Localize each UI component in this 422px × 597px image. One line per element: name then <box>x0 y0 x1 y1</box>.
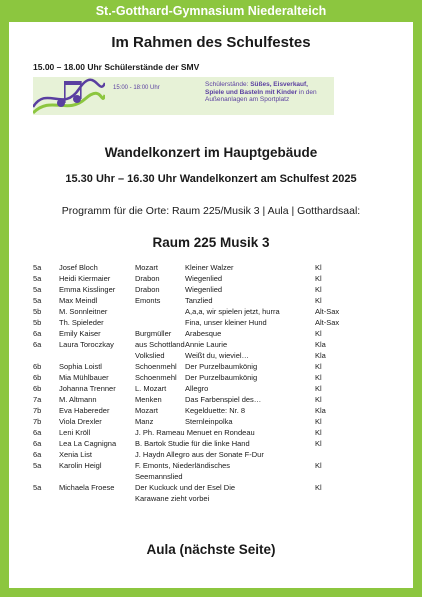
row-piece: Sternleinpolka <box>185 417 233 426</box>
row-class: 6b <box>33 362 42 371</box>
row-instrument: Kl <box>315 417 322 426</box>
row-performer: Viola Drexler <box>59 417 102 426</box>
row-performer: Karolin Heigl <box>59 461 102 470</box>
row-performer: Xenia List <box>59 450 92 459</box>
table-row <box>33 284 413 295</box>
row-class: 6b <box>33 373 42 382</box>
row-class: 6a <box>33 428 42 437</box>
row-composer: Schoenmehl <box>135 373 177 382</box>
row-composer: Drabon <box>135 285 160 294</box>
row-piece: Weißt du, wieviel… <box>185 351 250 360</box>
concert-time: 15.30 Uhr – 16.30 Uhr Wandelkonzert am Schulfest 2025 <box>65 173 357 185</box>
smv-time-line: 15.00 – 18.00 Uhr Schülerstände der SMV <box>33 62 200 72</box>
row-class: 5a <box>33 296 42 305</box>
row-instrument: Kl <box>315 439 322 448</box>
row-composer: B. Bartok Studie für die linke Hand <box>135 439 250 448</box>
table-row <box>33 339 413 350</box>
row-composer: aus Schottland <box>135 340 185 349</box>
row-composer: J. Haydn Allegro aus der Sonate F-Dur <box>135 450 264 459</box>
table-row <box>33 295 413 306</box>
table-row <box>33 262 413 273</box>
row-composer: J. Ph. Rameau Menuet en Rondeau <box>135 428 255 437</box>
fest-heading: Im Rahmen des Schulfestes <box>111 34 311 51</box>
next-page-heading: Aula (nächste Seite) <box>146 542 276 557</box>
row-composer: Der Kuckuck und der Esel Die Karawane zieht vorbei <box>135 483 236 503</box>
row-piece: Wiegenlied <box>185 274 223 283</box>
row-class: 7b <box>33 406 42 415</box>
smv-banner <box>33 77 334 115</box>
row-performer: Johanna Trenner <box>59 384 116 393</box>
row-instrument: Kla <box>315 340 326 349</box>
table-row <box>33 449 413 460</box>
row-class: 5a <box>33 483 42 492</box>
row-class: 7a <box>33 395 42 404</box>
table-row <box>33 383 413 394</box>
program-table <box>33 262 413 504</box>
row-class: 5b <box>33 318 42 327</box>
table-row <box>33 317 413 328</box>
row-performer: Emily Kaiser <box>59 329 101 338</box>
banner-text <box>205 81 327 104</box>
row-instrument: Kl <box>315 285 322 294</box>
row-composer: Mozart <box>135 406 158 415</box>
row-performer: Th. Spieleder <box>59 318 104 327</box>
row-instrument: Kl <box>315 395 322 404</box>
row-instrument: Kl <box>315 296 322 305</box>
banner-highlight: Süßes, Eisverkauf, Spiele und Basteln mit Kinder <box>205 81 308 96</box>
row-composer: Emonts <box>135 296 161 305</box>
row-piece: Der Purzelbaumkönig <box>185 362 258 371</box>
table-row <box>33 361 413 372</box>
row-instrument: Kl <box>315 428 322 437</box>
table-row <box>33 460 413 482</box>
row-instrument: Kla <box>315 406 326 415</box>
row-instrument: Kl <box>315 373 322 382</box>
row-class: 7b <box>33 417 42 426</box>
row-piece: Fina, unser kleiner Hund <box>185 318 267 327</box>
row-instrument: Alt-Sax <box>315 318 340 327</box>
row-class: 5a <box>33 263 42 272</box>
table-row <box>33 427 413 438</box>
row-instrument: Kl <box>315 362 322 371</box>
row-class: 5a <box>33 461 42 470</box>
row-class: 6a <box>33 439 42 448</box>
row-composer: Mozart <box>135 263 158 272</box>
table-row <box>33 438 413 449</box>
room-heading: Raum 225 Musik 3 <box>152 235 270 250</box>
row-composer: Manz <box>135 417 154 426</box>
row-instrument: Kla <box>315 351 326 360</box>
row-performer: Lea La Cagnigna <box>59 439 117 448</box>
row-class: 5a <box>33 274 42 283</box>
row-performer: Max Meindl <box>59 296 98 305</box>
row-class: 5b <box>33 307 42 316</box>
concert-heading: Wandelkonzert im Hauptgebäude <box>104 145 318 160</box>
program-locations: Programm für die Orte: Raum 225/Musik 3 | Aula | Gotthardsaal: <box>61 205 361 217</box>
row-composer: L. Mozart <box>135 384 167 393</box>
row-performer: Sophia Loistl <box>59 362 102 371</box>
table-row <box>33 405 413 416</box>
row-piece: Allegro <box>185 384 209 393</box>
row-composer: Schoenmehl <box>135 362 177 371</box>
row-piece: Der Purzelbaumkönig <box>185 373 258 382</box>
row-composer: Volkslied <box>135 351 165 360</box>
row-performer: Laura Toroczkay <box>59 340 114 349</box>
row-class: 6a <box>33 340 42 349</box>
row-performer: Heidi Kiermaier <box>59 274 111 283</box>
row-piece: Wiegenlied <box>185 285 223 294</box>
row-piece: Tanzlied <box>185 296 213 305</box>
banner-prefix: Schülerstände: <box>205 81 249 88</box>
row-piece: Das Farbenspiel des… <box>185 395 262 404</box>
row-piece: Kleiner Walzer <box>185 263 234 272</box>
banner-suffix: in den Außenanlagen am Sportplatz <box>205 88 317 103</box>
row-class: 5a <box>33 285 42 294</box>
table-row <box>33 350 413 361</box>
music-notes-icon <box>33 77 105 115</box>
row-piece: Arabesque <box>185 329 222 338</box>
row-composer: F. Emonts, Niederländisches Seemannslied <box>135 461 231 481</box>
row-instrument: Kl <box>315 483 322 492</box>
row-performer: M. Altmann <box>59 395 97 404</box>
school-header-bar: St.-Gotthard-Gymnasium Niederalteich <box>9 0 413 22</box>
row-composer: Menken <box>135 395 162 404</box>
row-class: 6b <box>33 384 42 393</box>
row-piece: Kegelduette: Nr. 8 <box>185 406 246 415</box>
table-row <box>33 482 413 504</box>
row-composer: Burgmüller <box>135 329 172 338</box>
row-performer: Michaela Froese <box>59 483 115 492</box>
row-instrument: Kl <box>315 461 322 470</box>
row-class: 6a <box>33 450 42 459</box>
row-performer: Eva Habereder <box>59 406 110 415</box>
row-piece: Annie Laurie <box>185 340 228 349</box>
row-performer: Emma Kisslinger <box>59 285 116 294</box>
row-class: 6a <box>33 329 42 338</box>
table-row <box>33 328 413 339</box>
table-row <box>33 372 413 383</box>
row-performer: Leni Kröll <box>59 428 91 437</box>
table-row <box>33 306 413 317</box>
row-composer: Drabon <box>135 274 160 283</box>
table-row <box>33 273 413 284</box>
row-instrument: Kl <box>315 274 322 283</box>
row-performer: Josef Bloch <box>59 263 98 272</box>
row-performer: Mia Mühlbauer <box>59 373 109 382</box>
table-row <box>33 394 413 405</box>
row-piece: A,a,a, wir spielen jetzt, hurra <box>185 307 280 316</box>
banner-time: 15:00 - 18:00 Uhr <box>113 85 160 91</box>
row-instrument: Alt-Sax <box>315 307 340 316</box>
row-instrument: Kl <box>315 329 322 338</box>
row-instrument: Kl <box>315 384 322 393</box>
table-row <box>33 416 413 427</box>
row-instrument: Kl <box>315 263 322 272</box>
row-performer: M. Sonnleitner <box>59 307 108 316</box>
